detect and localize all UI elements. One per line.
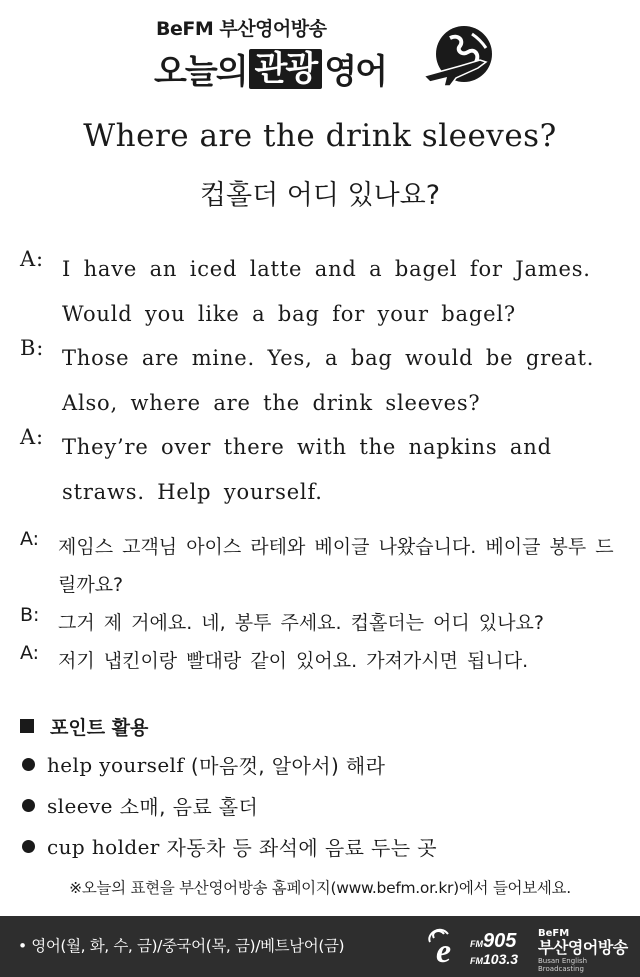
point-english: help yourself: [47, 752, 185, 777]
speaker-label: A:: [20, 247, 44, 271]
station-brand: BeFM: [538, 928, 570, 939]
dialogue-line: [20, 425, 625, 514]
footer-bar: [0, 916, 640, 977]
broadcast-schedule: • 영어(월, 화, 수, 금)/중국어(목, 금)/베트남어(금): [18, 937, 345, 955]
bullet-icon: [22, 799, 35, 812]
website-notice: ※오늘의 표현을 부산영어방송 홈페이지(www.befm.or.kr)에서 들어보세요.: [69, 879, 571, 897]
bullet-icon: [22, 758, 35, 771]
show-title: [154, 44, 386, 93]
dialogue-text: 저기 냅킨이랑 빨대랑 같이 있어요. 가져가시면 됩니다.: [58, 650, 529, 672]
point-english: cup holder: [47, 834, 160, 859]
bullet-icon: [22, 840, 35, 853]
dialogue-text: I have an iced latte and a bagel for James. Would you like a bag for your bagel?: [62, 257, 591, 326]
dialogue-text: 그거 제 거에요. 네, 봉투 주세요. 컵홀더는 어디 있나요?: [58, 612, 544, 634]
station-tagline: Busan English Broadcasting: [538, 957, 588, 973]
show-title-part1: 오늘의: [154, 52, 247, 92]
speaker-label: A:: [20, 642, 40, 664]
point-korean: 자동차 등 좌석에 음료 두는 곳: [166, 836, 437, 860]
speaker-label: A:: [20, 528, 40, 550]
brand-line: BeFM 부산영어방송: [156, 18, 327, 40]
show-title-part2: 영어: [324, 52, 386, 92]
point-korean: (마음껏, 알아서) 해라: [190, 754, 386, 778]
dialogue-korean: [20, 528, 625, 680]
points-heading: [20, 708, 625, 744]
dialogue-line: [20, 247, 625, 336]
point-item: [20, 785, 625, 826]
dialogue-text: They’re over there with the napkins and straws. Help yourself.: [62, 435, 552, 504]
dialogue-text: Those are mine. Yes, a bag would be great. Also, where are the drink sleeves?: [62, 346, 595, 415]
speaker-label: B:: [20, 604, 40, 626]
title-korean: 컵홀더 어디 있나요?: [199, 180, 441, 211]
speaker-label: B:: [20, 336, 45, 360]
speaker-label: A:: [20, 425, 44, 449]
title-english: Where are the drink sleeves?: [83, 118, 557, 154]
dialogue-line: [20, 528, 625, 604]
dialogue-line: [20, 642, 625, 680]
svg-text:e: e: [436, 933, 452, 966]
points-heading-label: 포인트 활용: [50, 716, 149, 739]
e-wave-icon: [426, 926, 466, 966]
station-name-block: [538, 928, 632, 973]
frequency-primary: FM905: [470, 930, 517, 952]
dialogue-line: [20, 604, 625, 642]
station-logo: [426, 924, 632, 972]
points-section: [20, 708, 625, 867]
station-name: 부산영어방송: [538, 938, 628, 957]
point-korean: 소매, 음료 홀더: [119, 795, 259, 819]
dialogue-english: [20, 247, 625, 514]
frequency-secondary: FM103.3: [470, 951, 519, 967]
point-english: sleeve: [47, 793, 113, 818]
show-title-boxed: 관광: [249, 49, 323, 89]
dialogue-line: [20, 336, 625, 425]
point-item: [20, 826, 625, 867]
point-item: [20, 744, 625, 785]
dialogue-text: 제임스 고객님 아이스 라테와 베이글 나왔습니다. 베이글 봉투 드릴까요?: [58, 536, 614, 596]
square-bullet-icon: [20, 719, 34, 733]
globe-airplane-icon: [420, 20, 498, 90]
header: [0, 0, 640, 100]
